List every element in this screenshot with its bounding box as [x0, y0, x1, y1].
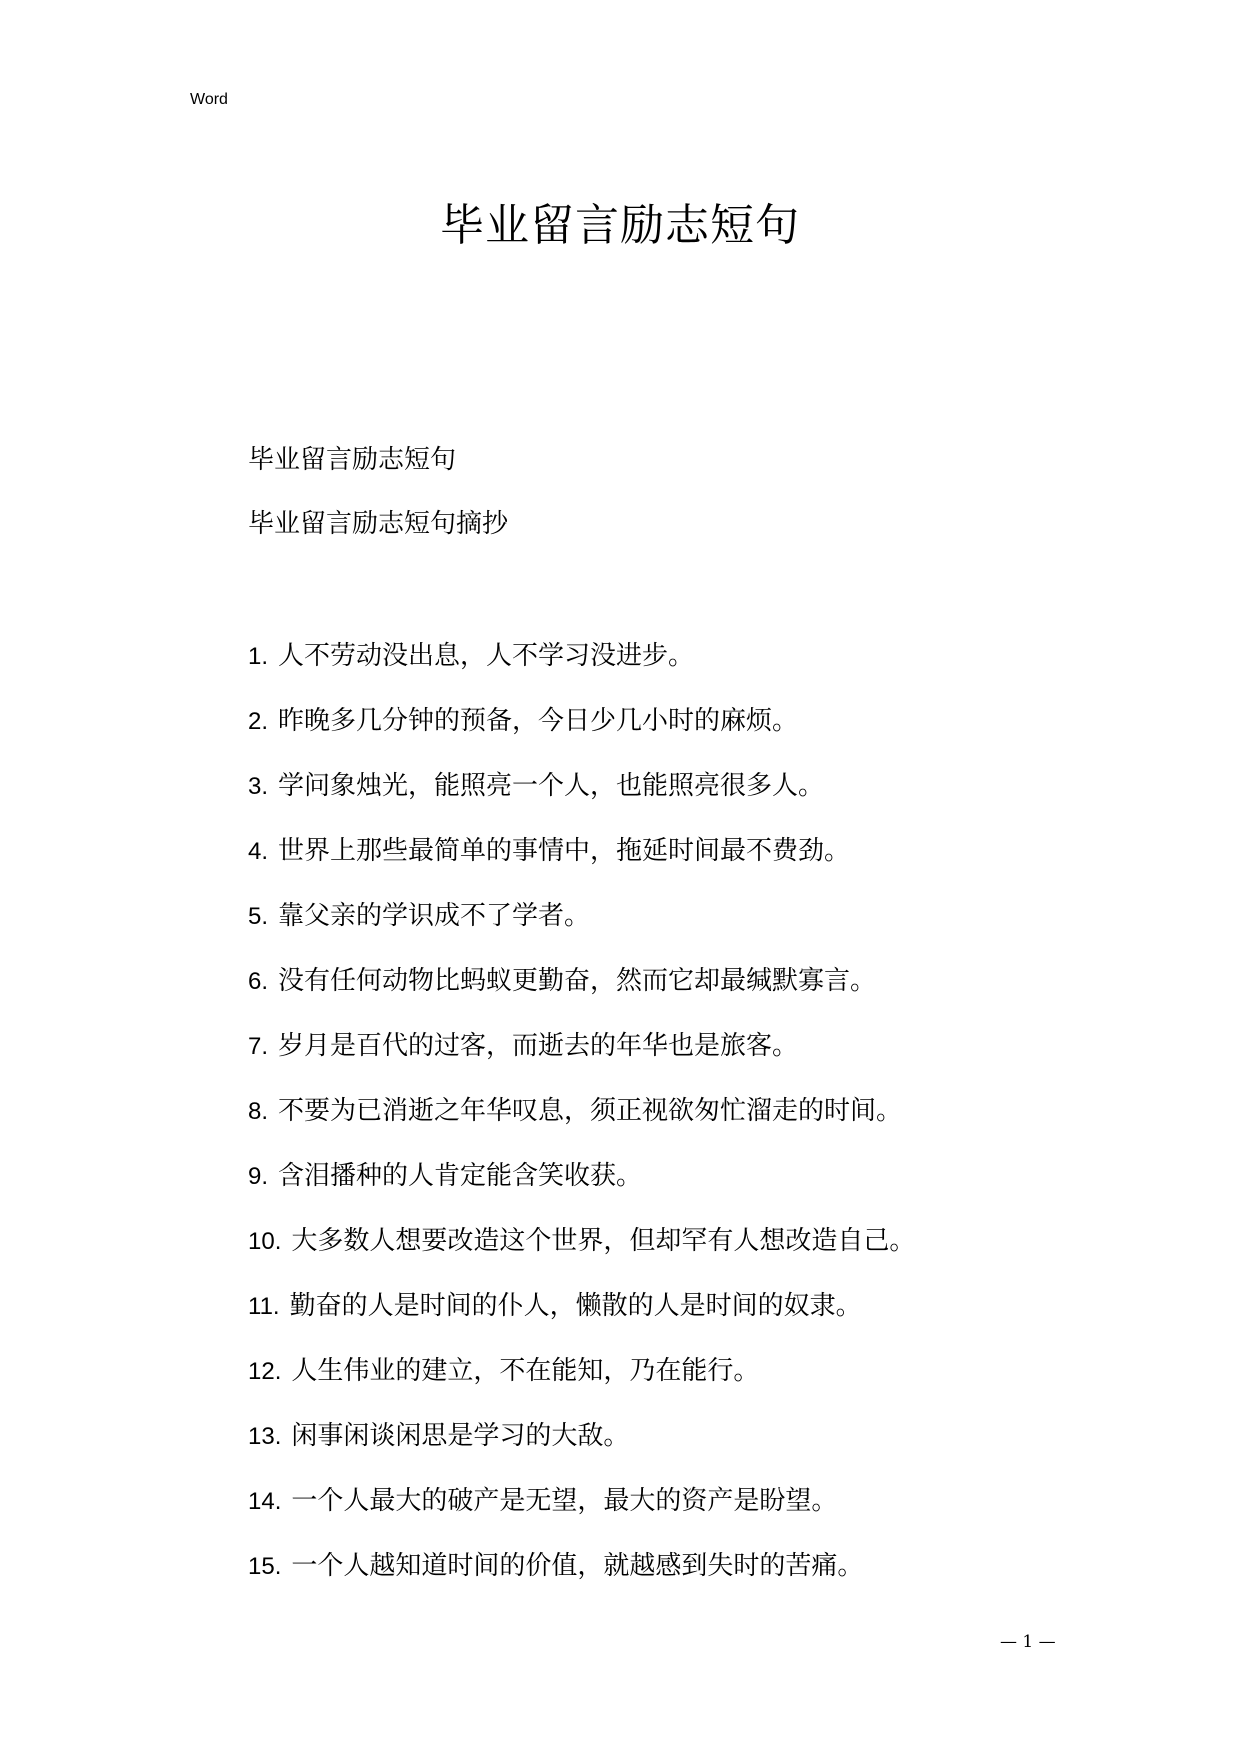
page-number: — 1 —	[1000, 1632, 1056, 1652]
quote-text: 一个人越知道时间的价值，就越感到失时的苦痛。	[291, 1551, 864, 1581]
quote-text: 闲事闲谈闲思是学习的大敌。	[291, 1421, 630, 1451]
quote-number: 4.	[248, 838, 269, 865]
quote-text: 昨晚多几分钟的预备，今日少几小时的麻烦。	[278, 706, 799, 736]
quote-list	[248, 638, 915, 1613]
quote-text: 人生伟业的建立，不在能知，乃在能行。	[291, 1356, 760, 1386]
quote-item	[248, 1353, 915, 1418]
quote-number: 7.	[248, 1033, 269, 1060]
quote-number: 13.	[248, 1423, 282, 1450]
quote-text: 世界上那些最简单的事情中，拖延时间最不费劲。	[278, 836, 851, 866]
quote-text: 不要为已消逝之年华叹息，须正视欲匆忙溜走的时间。	[278, 1096, 903, 1126]
quote-text: 靠父亲的学识成不了学者。	[278, 901, 591, 931]
quote-item	[248, 1158, 915, 1223]
quote-text: 人不劳动没出息，人不学习没进步。	[278, 641, 695, 671]
quote-text: 学问象烛光，能照亮一个人，也能照亮很多人。	[278, 771, 825, 801]
quote-text: 没有任何动物比蚂蚁更勤奋，然而它却最缄默寡言。	[278, 966, 877, 996]
quote-number: 11.	[248, 1293, 280, 1320]
quote-number: 9.	[248, 1163, 269, 1190]
quote-number: 15.	[248, 1553, 282, 1580]
quote-number: 2.	[248, 708, 269, 735]
quote-text: 含泪播种的人肯定能含笑收获。	[278, 1161, 643, 1191]
quote-text: 岁月是百代的过客，而逝去的年华也是旅客。	[278, 1031, 799, 1061]
quote-number: 6.	[248, 968, 269, 995]
quote-item	[248, 768, 915, 833]
quote-item	[248, 638, 915, 703]
quote-text: 一个人最大的破产是无望，最大的资产是盼望。	[291, 1486, 838, 1516]
quote-item	[248, 1223, 915, 1288]
quote-item	[248, 1028, 915, 1093]
quote-text: 大多数人想要改造这个世界，但却罕有人想改造自己。	[291, 1226, 916, 1256]
quote-number: 1.	[248, 643, 269, 670]
quote-number: 8.	[248, 1098, 269, 1125]
quote-item	[248, 1548, 915, 1613]
quote-number: 14.	[248, 1488, 282, 1515]
quote-item	[248, 963, 915, 1028]
quote-item	[248, 898, 915, 963]
quote-number: 12.	[248, 1358, 282, 1385]
quote-item	[248, 1093, 915, 1158]
header-label: Word	[190, 91, 228, 108]
quote-number: 3.	[248, 773, 269, 800]
quote-item	[248, 1483, 915, 1548]
quote-item	[248, 1288, 915, 1353]
quote-text: 勤奋的人是时间的仆人，懒散的人是时间的奴隶。	[289, 1291, 862, 1321]
quote-item	[248, 833, 915, 898]
subtitle-2: 毕业留言励志短句摘抄	[248, 509, 509, 539]
document-title: 毕业留言励志短句	[440, 200, 800, 251]
quote-item	[248, 1418, 915, 1483]
quote-number: 10.	[248, 1228, 282, 1255]
subtitle-1: 毕业留言励志短句	[248, 445, 457, 475]
quote-item	[248, 703, 915, 768]
quote-number: 5.	[248, 903, 269, 930]
